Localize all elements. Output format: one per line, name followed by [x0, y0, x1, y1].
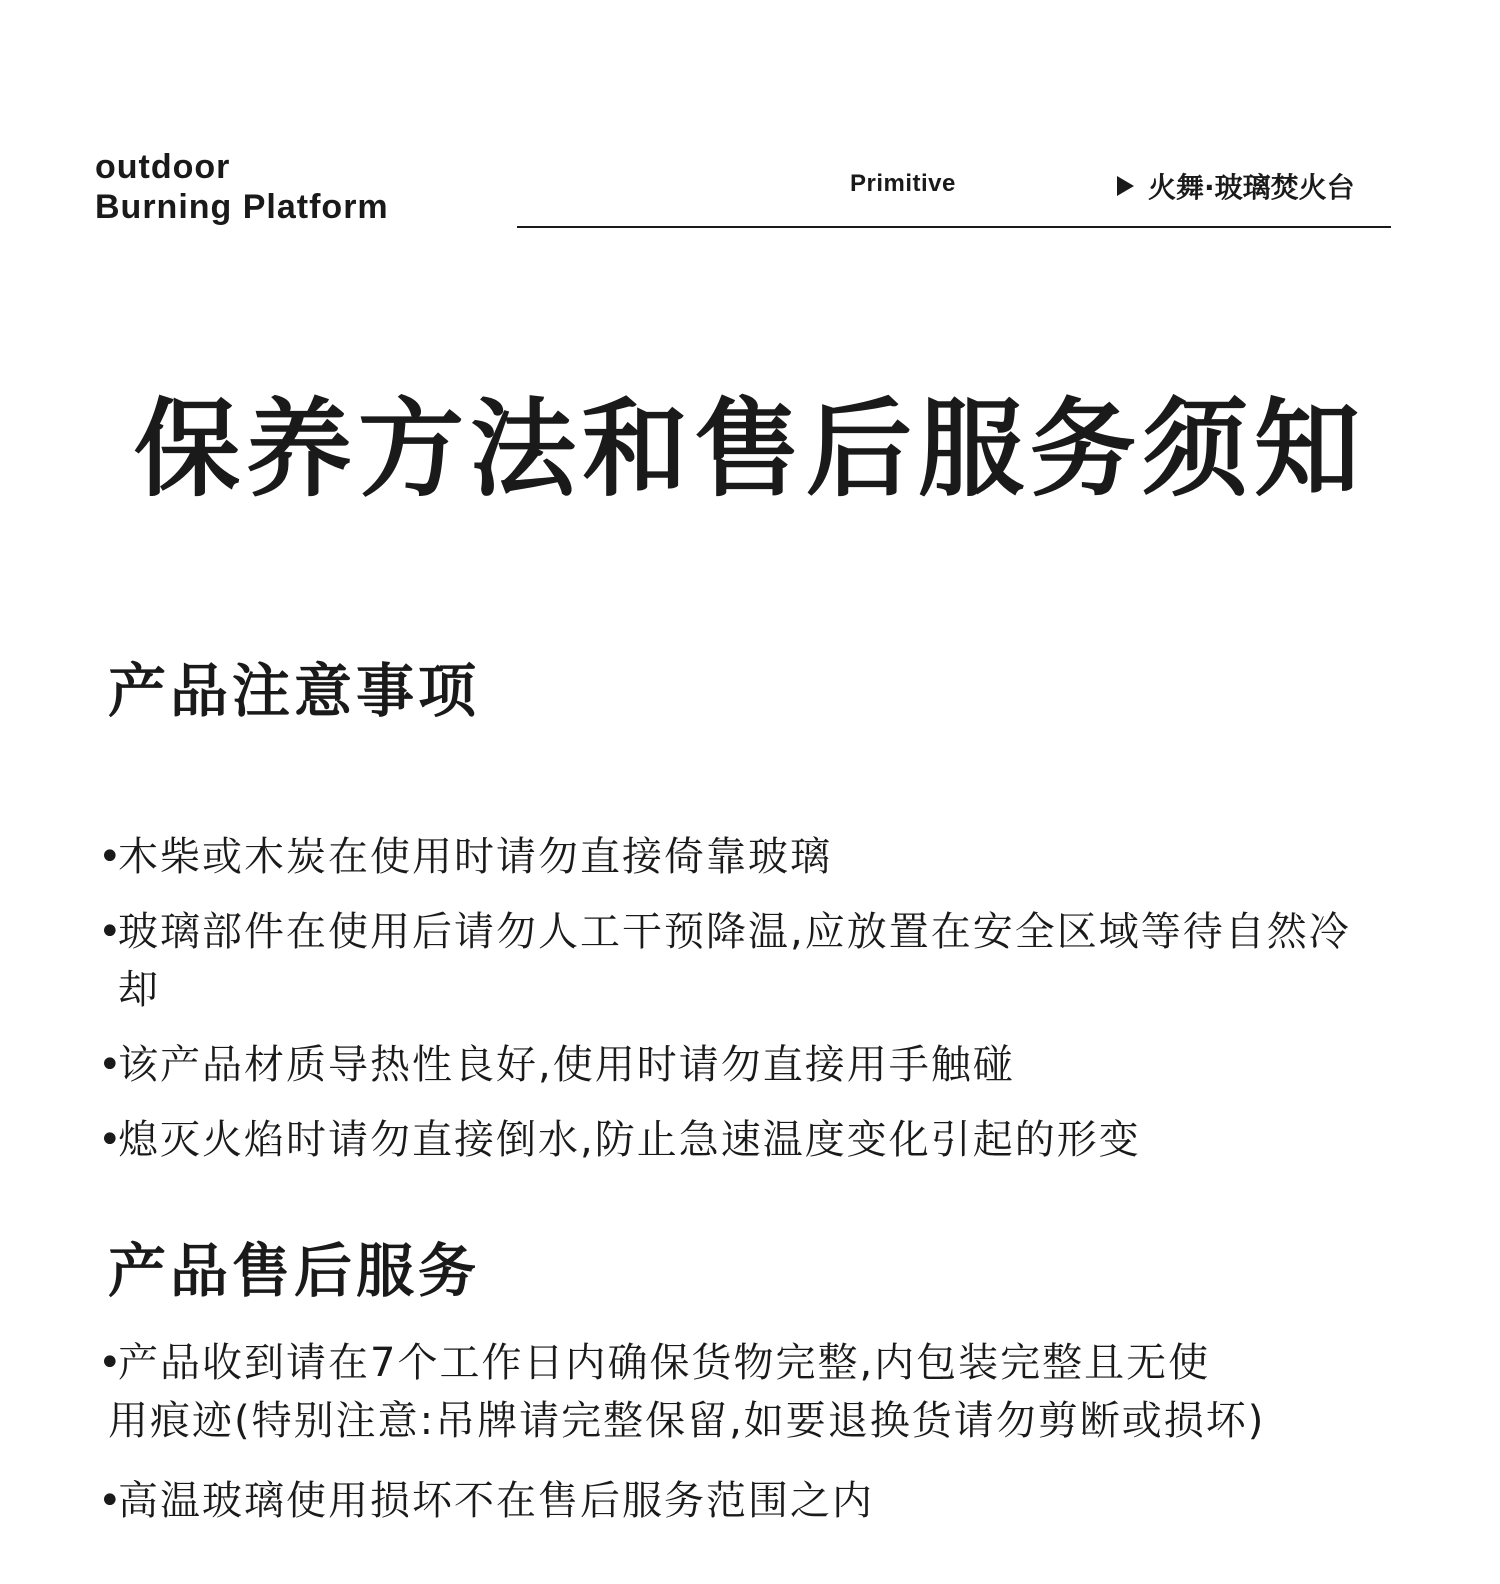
- series-label: Primitive: [850, 170, 956, 197]
- list-item-text: 玻璃部件在使用后请勿人工干预降温,应放置在安全区域等待自然冷却: [118, 909, 1351, 1013]
- header-divider: [517, 226, 1391, 228]
- list-item: [98, 903, 1398, 1019]
- notes-section-title: 产品注意事项: [108, 657, 481, 725]
- list-item-text: 高温玻璃使用损坏不在售后服务范围之内: [118, 1478, 874, 1524]
- list-item: [98, 1036, 1398, 1094]
- bullet: •: [98, 1117, 124, 1163]
- list-item: [98, 1472, 1398, 1530]
- brand-logo: [95, 150, 389, 224]
- bullet: •: [98, 909, 124, 955]
- service-list: [98, 1334, 1398, 1530]
- bullet: •: [98, 1042, 124, 1088]
- list-item: [98, 1111, 1398, 1169]
- bullet: •: [98, 1340, 124, 1386]
- page-title: 保养方法和售后服务须知: [134, 388, 1366, 511]
- service-section-title: 产品售后服务: [108, 1237, 481, 1305]
- notes-list: [98, 828, 1398, 1186]
- brand-logo-line1: outdoor: [95, 148, 231, 186]
- product-name: 火舞·玻璃焚火台: [1148, 171, 1355, 204]
- bullet: •: [98, 1478, 124, 1524]
- bullet: •: [98, 834, 124, 880]
- list-item: [98, 828, 1398, 886]
- list-item-text: 木柴或木炭在使用时请勿直接倚靠玻璃: [118, 834, 832, 880]
- list-item-text: 该产品材质导热性良好,使用时请勿直接用手触碰: [118, 1042, 1015, 1088]
- list-item-text-line1: 产品收到请在7个工作日内确保货物完整,内包装完整且无使: [118, 1340, 1211, 1386]
- play-triangle-icon: [1117, 176, 1134, 196]
- brand-logo-line2: Burning Platform: [95, 188, 389, 226]
- list-item-text-line2: 用痕迹(特别注意:吊牌请完整保留,如要退换货请勿剪断或损坏): [108, 1398, 1266, 1444]
- list-item-text: 熄灭火焰时请勿直接倒水,防止急速温度变化引起的形变: [118, 1117, 1141, 1163]
- list-item: [98, 1334, 1398, 1450]
- product-tag: [1117, 166, 1355, 206]
